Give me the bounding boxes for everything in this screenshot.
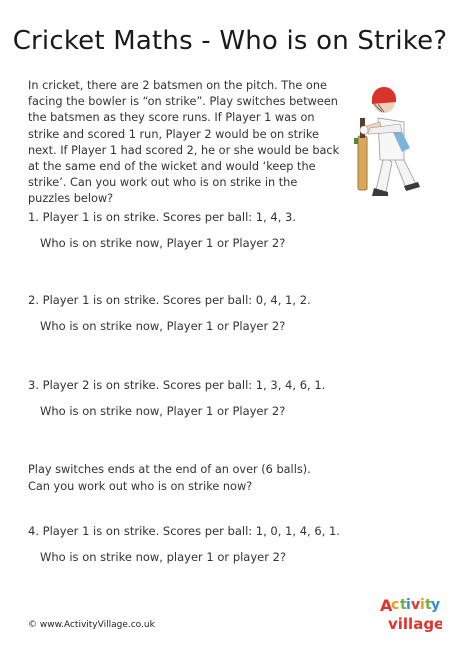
helmet-shape — [372, 87, 396, 104]
footer-url: © www.ActivityVillage.co.uk — [28, 620, 155, 630]
question-1-prompt: 1. Player 1 is on strike. Scores per ball: 1, 4, 3. — [28, 210, 297, 224]
over-note: Play switches ends at the end of an over (6 balls). Can you work out who is on strike now? — [28, 463, 311, 493]
bat-shape — [358, 136, 367, 190]
question-4-ask: Who is on strike now, player 1 or player 2? — [40, 550, 287, 564]
question-4 — [28, 524, 340, 564]
svg-text:t: t — [425, 597, 432, 613]
question-3-ask: Who is on strike now, Player 1 or Player 2? — [40, 404, 286, 418]
activity-village-logo — [378, 585, 442, 641]
svg-text:v: v — [411, 597, 421, 613]
svg-text:i: i — [406, 597, 411, 613]
question-1 — [28, 210, 296, 250]
question-2-prompt: 2. Player 1 is on strike. Scores per ball: 0, 4, 1, 2. — [28, 293, 311, 307]
svg-text:y: y — [431, 597, 441, 613]
svg-text:i: i — [420, 597, 425, 613]
page-title: Cricket Maths - Who is on Strike? — [12, 26, 448, 56]
question-3-prompt: 3. Player 2 is on strike. Scores per ball: 1, 3, 4, 6, 1. — [28, 378, 326, 392]
question-1-ask: Who is on strike now, Player 1 or Player 2? — [40, 236, 286, 250]
intro-paragraph: In cricket, there are 2 batsmen on the pitch. The one facing the bowler is “on strike”. Play switches between the batsmen as they score runs. If Player 1 was on strike and scored 1 run, Player 2 would be on strike next. If Player 1 had scored 2, he or she would be back at the same end of the wicket and would ‘keep the strike’. Can you work out who is on strike in the puzzles below? — [28, 79, 340, 206]
question-3 — [28, 378, 325, 418]
svg-text:c: c — [391, 597, 400, 613]
question-4-prompt: 4. Player 1 is on strike. Scores per ball: 1, 0, 1, 4, 6, 1. — [28, 524, 340, 538]
cricketer-illustration — [340, 78, 440, 198]
question-2 — [28, 293, 311, 333]
question-2-ask: Who is on strike now, Player 1 or Player 2? — [40, 319, 286, 333]
svg-text:A: A — [380, 596, 393, 615]
svg-text:t: t — [400, 597, 407, 613]
svg-text:village: village — [388, 615, 442, 633]
